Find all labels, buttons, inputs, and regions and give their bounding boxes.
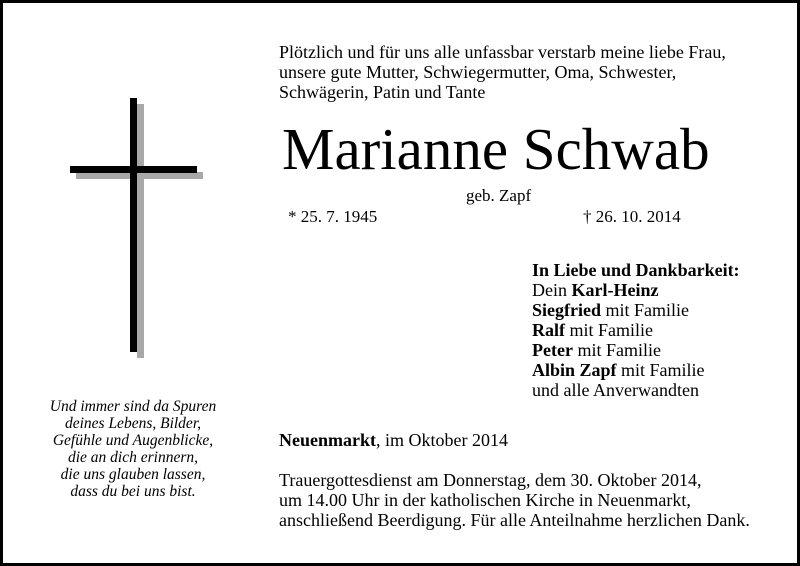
family-line: Ralf mit Familie <box>532 320 653 340</box>
poem-line: deines Lebens, Bilder, <box>64 415 202 432</box>
poem-line: Gefühle und Augenblicke, <box>52 432 214 449</box>
family-block <box>532 260 740 400</box>
family-heading: In Liebe und Dankbarkeit: <box>532 260 740 280</box>
place-date: Neuenmarkt, im Oktober 2014 <box>279 430 508 450</box>
poem-line: Und immer sind da Spuren <box>49 398 217 415</box>
death-date: † 26. 10. 2014 <box>583 207 681 226</box>
maiden-name: geb. Zapf <box>466 186 532 205</box>
intro-text <box>279 42 726 102</box>
service-line: um 14.00 Uhr in der katholischen Kirche in Neuenmarkt, <box>279 490 691 510</box>
poem <box>33 398 233 500</box>
service-line: Trauergottesdienst am Donnerstag, dem 30. Oktober 2014, <box>279 470 702 490</box>
poem-line: die uns glauben lassen, <box>60 466 206 483</box>
family-line: Dein Karl-Heinz <box>532 280 659 300</box>
poem-line: dass du bei uns bist. <box>70 483 196 500</box>
family-line: Siegfried mit Familie <box>532 300 689 320</box>
family-line: und alle Anverwandten <box>532 380 699 400</box>
intro-line: Schwägerin, Patin und Tante <box>279 82 486 102</box>
service-line: anschließend Beerdigung. Für alle Anteilnahme herzlichen Dank. <box>279 510 750 530</box>
family-line: Albin Zapf mit Familie <box>532 360 705 380</box>
poem-line: die an dich erinnern, <box>67 449 198 466</box>
family-line: Peter mit Familie <box>532 340 661 360</box>
deceased-name: Marianne Schwab <box>282 116 710 182</box>
service-info <box>279 470 750 530</box>
intro-line: Plötzlich und für uns alle unfassbar verstarb meine liebe Frau, <box>279 42 726 62</box>
intro-line: unsere gute Mutter, Schwiegermutter, Oma, Schwester, <box>279 62 677 82</box>
birth-date: * 25. 7. 1945 <box>288 207 378 226</box>
